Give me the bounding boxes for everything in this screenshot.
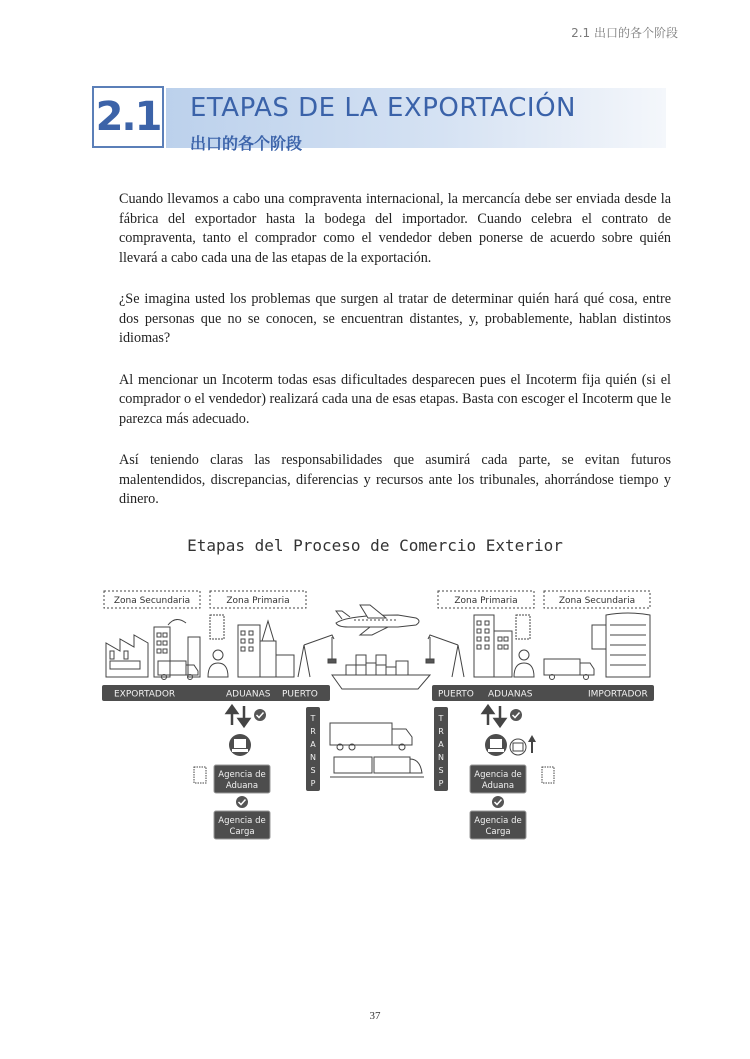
stage-label: IMPORTADOR (588, 689, 648, 700)
check-icon (236, 796, 248, 808)
train-icon (330, 757, 424, 777)
check-icon (510, 709, 522, 721)
customs-building-icon (474, 615, 512, 677)
paragraph: Así teniendo claras las responsabilidades que asumirá cada parte, se evitan futuros malentendidos, discrepancias, diferencias y recursos ante los tribunales, ahorrándose tiempo y dinero. (119, 452, 671, 507)
truck-icon (330, 723, 412, 750)
stage-label: ADUANAS (488, 689, 533, 700)
section-title: ETAPAS DE LA EXPORTACIÓN (190, 93, 576, 123)
trade-process-diagram (98, 585, 658, 845)
stage-label: PUERTO (438, 689, 474, 700)
transport-letter: R (310, 727, 316, 736)
airplane-icon (336, 605, 419, 635)
transport-letter: A (310, 740, 316, 749)
paragraph: ¿Se imagina usted los problemas que surgen al tratar de determinar quién hará qué cosa, entre dos personas que no se conocen, se encuentran distantes, y, probablemente, hablan distintos idiomas? (119, 291, 671, 346)
transport-letter: P (310, 779, 316, 788)
transport-letter: P (438, 779, 444, 788)
agency-label: Carga (229, 827, 255, 837)
up-arrow-icon (227, 706, 237, 725)
agency-label: Aduana (225, 781, 259, 791)
agency-label: Agencia de (474, 816, 522, 826)
paragraph: Al mencionar un Incoterm todas esas dificultades desparecen pues el Incoterm fija quién (si el comprador o el vendedor) realizará cada una de esas etapas. Basta con escoger el Incoterm que le parezca más adecuado. (119, 371, 671, 427)
truck-icon (544, 659, 594, 680)
crane-icon (298, 635, 336, 677)
section-number: 2.1 (95, 94, 161, 140)
up-arrow-icon (483, 706, 493, 725)
section-number-box (92, 86, 164, 148)
agency-label: Agencia de (218, 816, 266, 826)
zone-label: Zona Secundaria (113, 596, 191, 606)
section-subtitle: 出口的各个阶段 (190, 134, 303, 153)
body-text (119, 190, 671, 532)
crane-icon (426, 635, 464, 677)
transport-letter: S (438, 766, 444, 775)
down-arrow-icon (239, 706, 249, 726)
up-arrow-icon (528, 735, 536, 753)
running-header: 2.1 出口的各个阶段 (571, 26, 678, 40)
warehouse-icon (592, 613, 650, 677)
check-icon (254, 709, 266, 721)
transport-letter: A (438, 740, 444, 749)
stage-label: PUERTO (282, 689, 318, 700)
stage-label: EXPORTADOR (114, 689, 176, 700)
down-arrow-icon (495, 706, 505, 726)
cargo-ship-icon (332, 655, 430, 689)
agency-label: Carga (485, 827, 511, 837)
stage-label: ADUANAS (226, 689, 271, 700)
page-number: 37 (369, 1010, 381, 1022)
zone-label: Zona Primaria (226, 596, 290, 606)
customs-officer-icon (514, 615, 534, 677)
agency-label: Agencia de (474, 770, 522, 780)
package-icon (510, 739, 526, 755)
agency-label: Agencia de (218, 770, 266, 780)
zone-label: Zona Primaria (454, 596, 518, 606)
computer-icon (485, 734, 507, 756)
transport-letter: R (438, 727, 444, 736)
diagram-svg (98, 585, 658, 845)
customs-officer-icon (208, 615, 228, 677)
customs-building-icon (238, 621, 294, 677)
transport-letter: N (310, 753, 316, 762)
zone-label: Zona Secundaria (558, 596, 636, 606)
transport-letter: S (310, 766, 316, 775)
check-icon (492, 796, 504, 808)
diagram-title: Etapas del Proceso de Comercio Exterior (187, 536, 563, 555)
transport-letter: T (438, 714, 444, 723)
agency-label: Aduana (481, 781, 515, 791)
transport-letter: T (310, 714, 316, 723)
transport-letter: N (438, 753, 444, 762)
computer-icon (229, 734, 251, 756)
paragraph: Cuando llevamos a cabo una compraventa internacional, la mercancía debe ser enviada desde la fábrica del exportador hasta la bodega del importador. Cuando celebra el contrato de compraventa, tanto el comprador como el vendedor deben ponerse de acuerdo sobre quién llevará a cabo cada una de las etapas de la exportación. (119, 191, 671, 266)
